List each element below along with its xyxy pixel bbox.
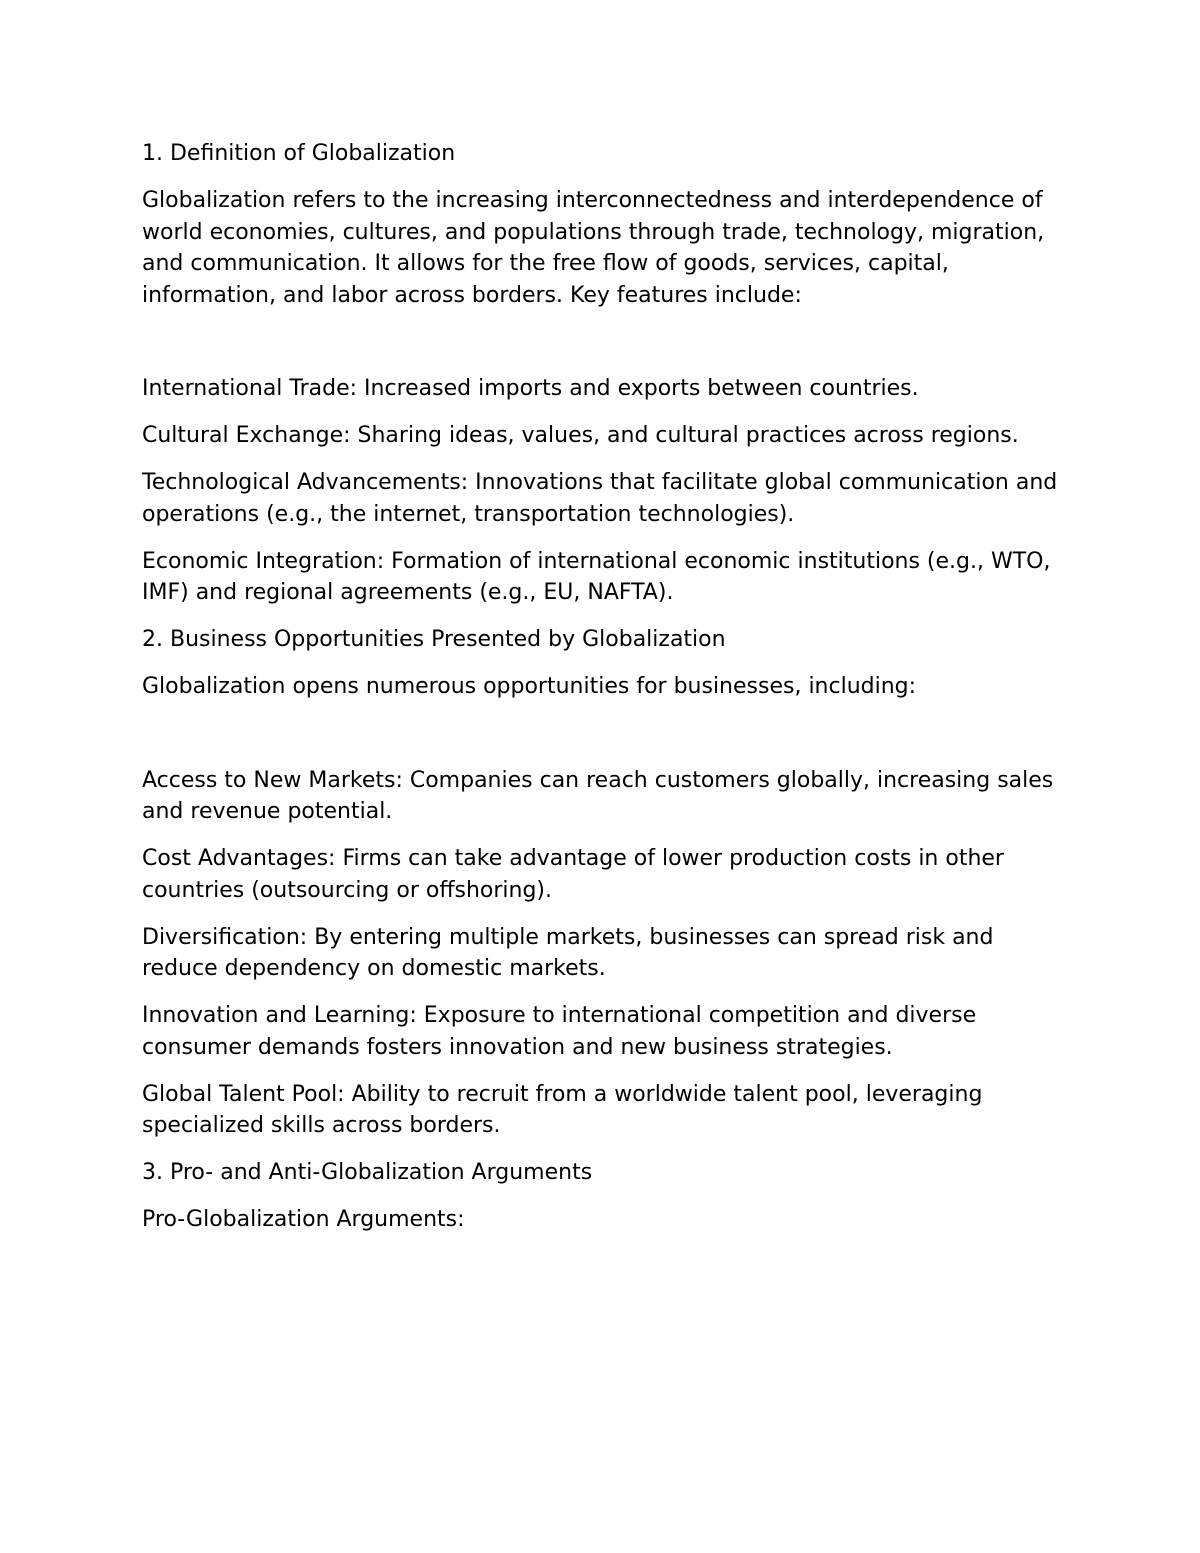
feature-cultural-exchange: Cultural Exchange: Sharing ideas, values, and cultural practices across regions. — [142, 423, 1019, 448]
paragraph-definition-intro: Globalization refers to the increasing interconnectedness and interdependence of world economies, cultures, and populations through trade, technology, migration, and communication. It allows for the free flow of goods, services, capital, information, and labor across borders. Key features include: — [142, 188, 1045, 308]
opportunity-innovation-learning: Innovation and Learning: Exposure to international competition and diverse consumer demands fosters innovation and new business strategies. — [142, 1003, 977, 1060]
section-heading-arguments: 3. Pro- and Anti-Globalization Arguments — [142, 1160, 593, 1185]
feature-economic-integration: Economic Integration: Formation of international economic institutions (e.g., WTO, IMF) and regional agreements (e.g., EU, NAFTA). — [142, 548, 1051, 605]
opportunity-new-markets: Access to New Markets: Companies can reach customers globally, increasing sales and revenue potential. — [142, 767, 1054, 824]
feature-technological-advancements: Technological Advancements: Innovations that facilitate global communication and operations (e.g., the internet, transportation technologies). — [142, 470, 1058, 527]
opportunity-global-talent-pool: Global Talent Pool: Ability to recruit from a worldwide talent pool, leveraging specialized skills across borders. — [142, 1081, 983, 1138]
feature-international-trade: International Trade: Increased imports and exports between countries. — [142, 376, 919, 401]
document-body — [142, 138, 1062, 1251]
paragraph-opportunities-intro: Globalization opens numerous opportunities for businesses, including: — [142, 674, 917, 699]
opportunity-cost-advantages: Cost Advantages: Firms can take advantage of lower production costs in other countries (outsourcing or offshoring). — [142, 846, 1004, 903]
section-heading-business-opportunities: 2. Business Opportunities Presented by Globalization — [142, 627, 726, 652]
subheading-pro-globalization: Pro-Globalization Arguments: — [142, 1207, 465, 1232]
opportunity-diversification: Diversification: By entering multiple markets, businesses can spread risk and reduce dependency on domestic markets. — [142, 924, 994, 981]
section-heading-definition: 1. Definition of Globalization — [142, 141, 456, 166]
